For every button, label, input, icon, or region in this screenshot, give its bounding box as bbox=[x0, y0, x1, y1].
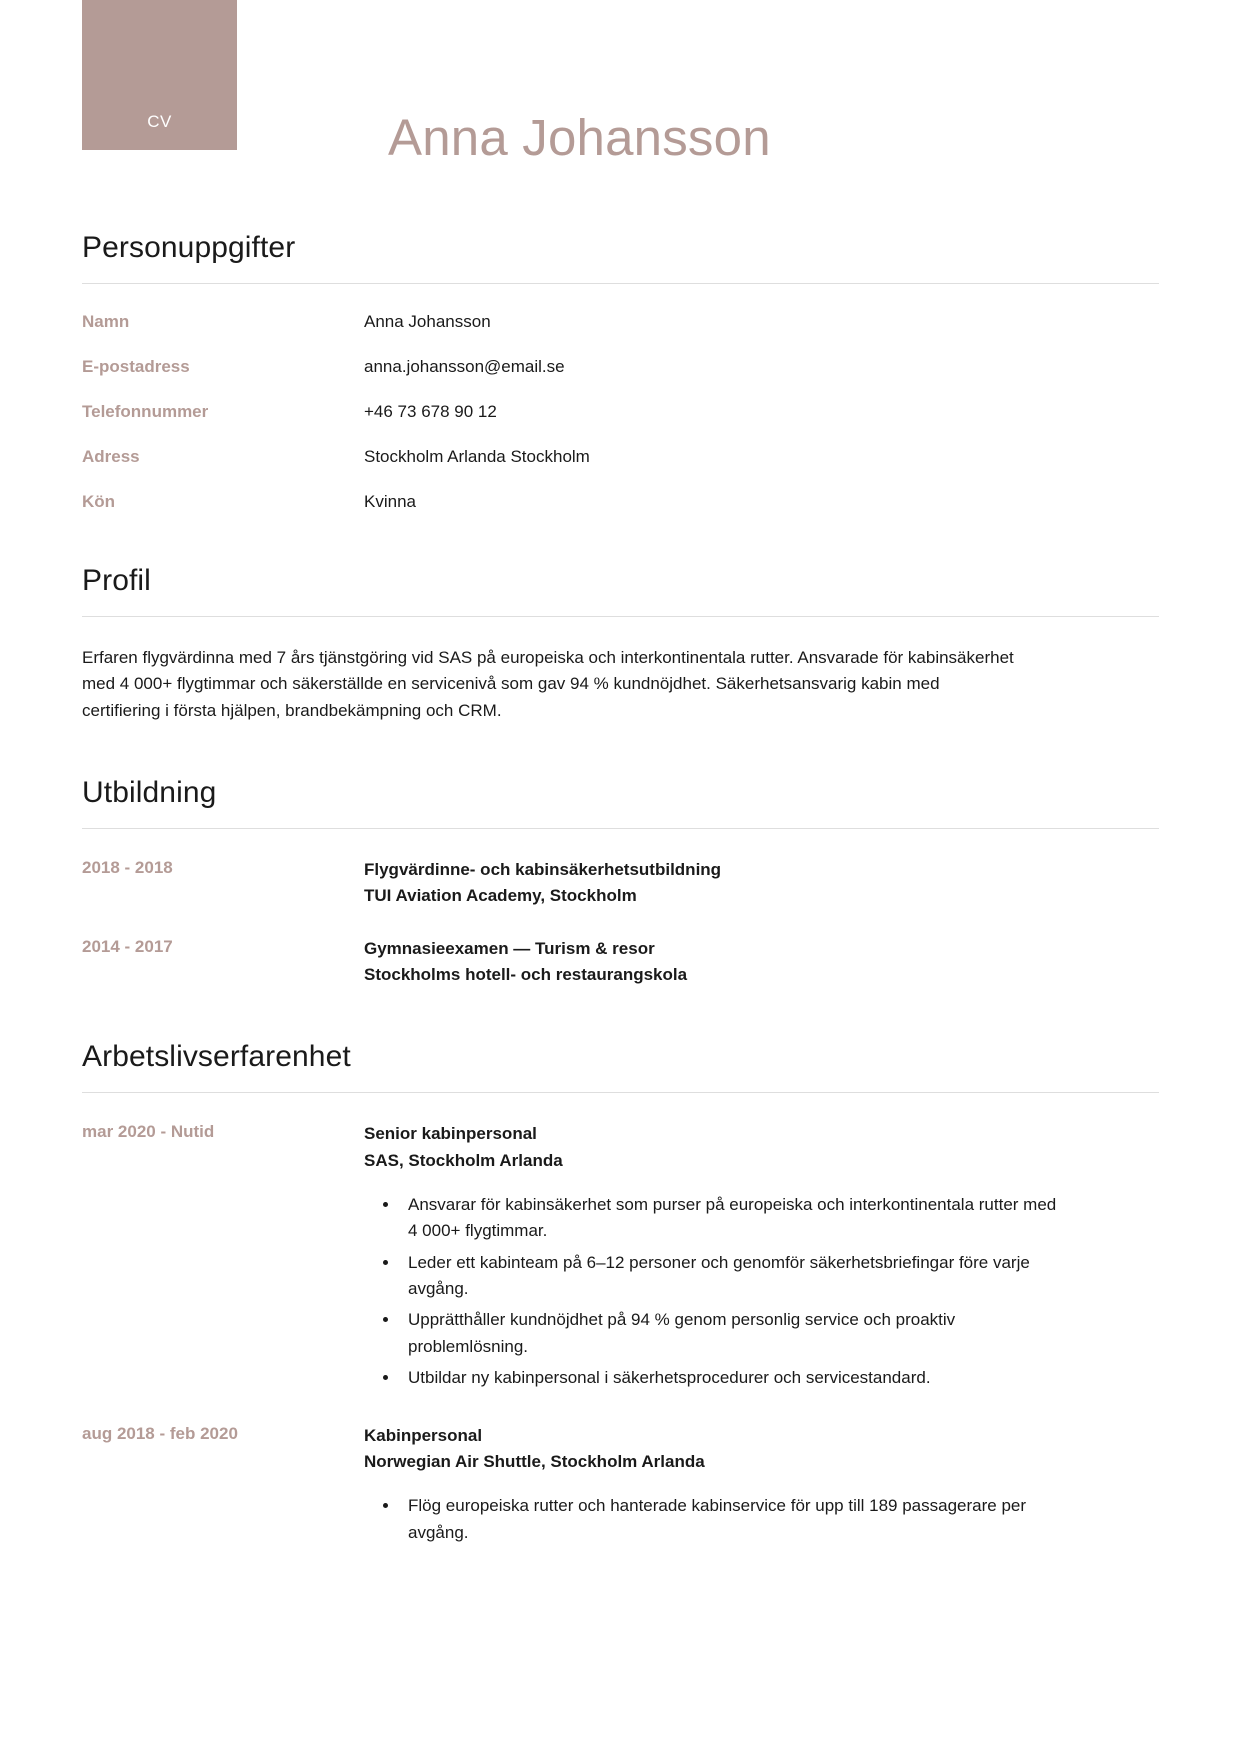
section-work-experience bbox=[82, 1040, 1159, 1550]
section-education bbox=[82, 776, 1159, 988]
experience-employer: SAS, Stockholm Arlanda bbox=[364, 1150, 563, 1170]
education-institution: TUI Aviation Academy, Stockholm bbox=[364, 886, 637, 906]
experience-bullet-list bbox=[364, 1192, 1064, 1391]
education-program: Gymnasieexamen — Turism & resor bbox=[364, 938, 655, 958]
experience-job-title: Senior kabinpersonal bbox=[364, 1124, 537, 1144]
education-details bbox=[364, 857, 1064, 910]
detail-value-namn: Anna Johansson bbox=[364, 312, 491, 331]
experience-bullet-list bbox=[364, 1493, 1064, 1546]
experience-details bbox=[364, 1423, 1064, 1551]
detail-value-phone: +46 73 678 90 12 bbox=[364, 402, 497, 421]
education-entry bbox=[82, 857, 1159, 910]
experience-job-title: Kabinpersonal bbox=[364, 1425, 483, 1445]
experience-details bbox=[364, 1121, 1064, 1396]
section-profile bbox=[82, 564, 1159, 724]
section-title-education: Utbildning bbox=[82, 776, 217, 810]
section-title-personal: Personuppgifter bbox=[82, 231, 296, 264]
experience-period: mar 2020 - Nutid bbox=[82, 1122, 215, 1142]
section-title-experience: Arbetslivserfarenhet bbox=[82, 1040, 351, 1074]
experience-bullet: • Upprätthåller kundnöjdhet på 94 % genom personlig service och proaktiv problemlösning. bbox=[400, 1307, 1064, 1360]
cv-badge-label: CV bbox=[147, 112, 172, 131]
detail-row bbox=[82, 492, 1159, 512]
detail-row bbox=[82, 402, 1159, 422]
profile-body bbox=[82, 617, 1159, 724]
education-program: Flygvärdinne- och kabinsäkerhetsutbildning bbox=[364, 860, 722, 880]
education-period: 2018 - 2018 bbox=[82, 858, 173, 878]
cv-header bbox=[0, 0, 1241, 166]
detail-label-phone: Telefonnummer bbox=[82, 402, 209, 421]
education-period: 2014 - 2017 bbox=[82, 936, 173, 956]
cv-content bbox=[0, 231, 1241, 1551]
section-title-profile: Profil bbox=[82, 564, 151, 597]
experience-employer: Norwegian Air Shuttle, Stockholm Arlanda bbox=[364, 1451, 705, 1471]
experience-bullet: • Utbildar ny kabinpersonal i säkerhetsprocedurer och servicestandard. bbox=[400, 1365, 1064, 1391]
experience-bullet: • Flög europeiska rutter och hanterade kabinservice för upp till 189 passagerare per avgång. bbox=[400, 1493, 1064, 1546]
education-list bbox=[82, 829, 1159, 988]
experience-period: aug 2018 - feb 2020 bbox=[82, 1423, 238, 1443]
education-details bbox=[364, 936, 1064, 989]
detail-value-email: anna.johansson@email.se bbox=[364, 357, 565, 376]
detail-label-address: Adress bbox=[82, 447, 140, 466]
education-entry bbox=[82, 936, 1159, 989]
detail-value-address: Stockholm Arlanda Stockholm bbox=[364, 447, 590, 466]
detail-label-namn: Namn bbox=[82, 312, 130, 331]
experience-bullet: • Leder ett kabinteam på 6–12 personer och genomför säkerhetsbriefingar före varje avgång. bbox=[400, 1250, 1064, 1303]
detail-label-email: E-postadress bbox=[82, 357, 190, 376]
detail-row bbox=[82, 447, 1159, 467]
personal-details-list bbox=[82, 284, 1159, 512]
experience-entry bbox=[82, 1423, 1159, 1551]
experience-list bbox=[82, 1093, 1159, 1550]
detail-row bbox=[82, 357, 1159, 377]
detail-row bbox=[82, 312, 1159, 332]
experience-bullet: • Ansvarar för kabinsäkerhet som purser på europeiska och interkontinentala rutter med 4 000+ flygtimmar. bbox=[400, 1192, 1064, 1245]
experience-entry bbox=[82, 1121, 1159, 1396]
page-title: Anna Johansson bbox=[388, 109, 771, 166]
education-institution: Stockholms hotell- och restaurangskola bbox=[364, 965, 688, 985]
detail-label-gender: Kön bbox=[82, 492, 116, 511]
cv-badge bbox=[82, 0, 237, 150]
detail-value-gender: Kvinna bbox=[364, 492, 416, 511]
profile-summary-text: Erfaren flygvärdinna med 7 års tjänstgöring vid SAS på europeiska och interkontinentala rutter. Ansvarade för kabinsäkerhet med 4 000+ flygtimmar och säkerställde en servicenivå som gav 94 % kundnöjdhet. Säkerhetsansvarig kabin med certifiering i första hjälpen, brandbekämpning och CRM. bbox=[82, 648, 1014, 720]
section-personal-details bbox=[82, 231, 1159, 512]
